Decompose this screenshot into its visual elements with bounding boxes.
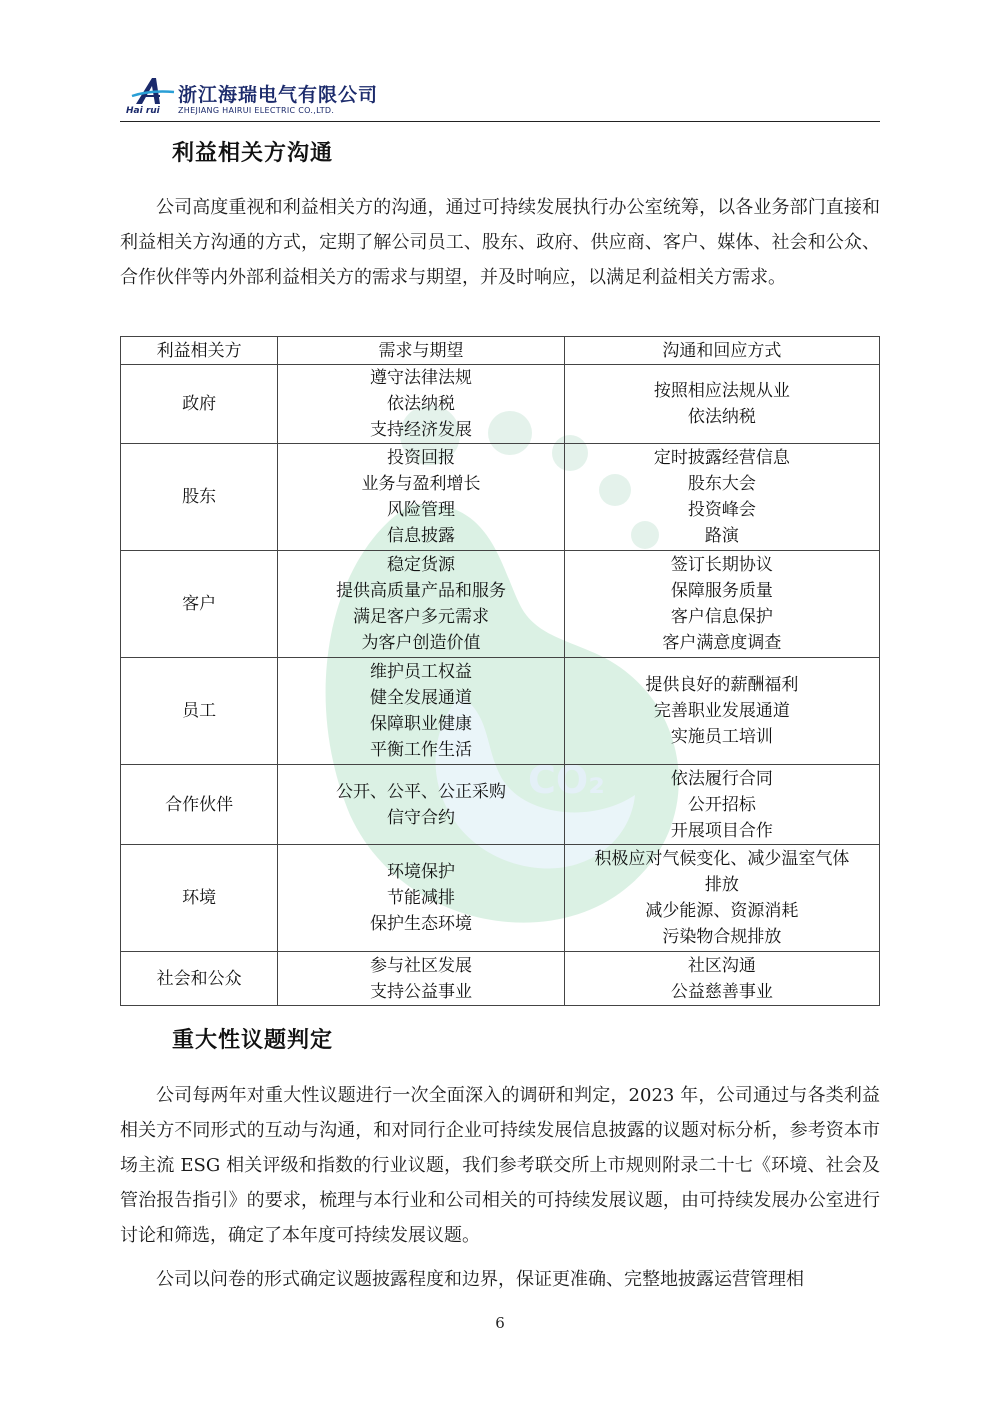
response-item: 客户信息保护 — [670, 607, 773, 627]
need-item: 投资回报 — [387, 448, 456, 468]
company-name-en: ZHEJIANG HAIRUI ELECTRIC CO.,LTD. — [178, 106, 335, 115]
need-item: 遵守法律法规 — [370, 368, 473, 388]
response-item: 减少能源、资源消耗 — [645, 901, 799, 921]
need-item: 风险管理 — [387, 500, 456, 520]
table-row — [121, 845, 880, 952]
need-item: 满足客户多元需求 — [353, 607, 490, 627]
response-item: 污染物合规排放 — [662, 927, 782, 947]
column-header-needs: 需求与期望 — [278, 337, 564, 365]
column-header-stakeholder: 利益相关方 — [121, 337, 278, 365]
needs-cell — [278, 444, 564, 551]
need-item: 为客户创造价值 — [361, 633, 481, 653]
stakeholder-table — [120, 336, 880, 1006]
response-item: 依法履行合同 — [670, 768, 773, 789]
needs-cell — [278, 658, 564, 765]
table-row — [121, 658, 880, 765]
need-item: 节能减排 — [387, 888, 456, 908]
need-item: 业务与盈利增长 — [361, 474, 481, 494]
stakeholder-cell: 政府 — [121, 365, 278, 444]
table-row — [121, 952, 880, 1006]
response-item: 投资峰会 — [687, 500, 756, 520]
need-item: 信守合约 — [387, 807, 456, 828]
response-item: 股东大会 — [687, 474, 756, 494]
page-header — [120, 72, 880, 122]
stakeholder-intro-paragraph: 公司高度重视和利益相关方的沟通，通过可持续发展执行办公室统筹，以各业务部门直接和利益相关方沟通的方式，定期了解公司员工、股东、政府、供应商、客户、媒体、社会和公众、合作伙伴等内外部利益相关方的需求与期望，并及时响应，以满足利益相关方需求。 — [120, 197, 880, 288]
table-header-row — [121, 337, 880, 365]
needs-cell — [278, 952, 564, 1006]
need-item: 信息披露 — [387, 526, 456, 546]
need-item: 保护生态环境 — [370, 914, 473, 934]
table-row — [121, 444, 880, 551]
response-item: 公益慈善事业 — [670, 981, 773, 1002]
responses-cell — [564, 551, 879, 658]
need-item: 稳定货源 — [387, 555, 456, 575]
responses-cell — [564, 952, 879, 1006]
response-item: 保障服务质量 — [670, 581, 773, 601]
response-item: 按照相应法规从业 — [653, 381, 790, 401]
needs-cell — [278, 365, 564, 444]
table-row — [121, 551, 880, 658]
responses-cell — [564, 845, 879, 952]
column-header-responses: 沟通和回应方式 — [564, 337, 879, 365]
need-item: 平衡工作生活 — [370, 740, 473, 760]
stakeholder-cell: 股东 — [121, 444, 278, 551]
needs-cell — [278, 845, 564, 952]
needs-cell — [278, 765, 564, 845]
need-item: 维护员工权益 — [370, 662, 473, 682]
response-item: 积极应对气候变化、减少温室气体 — [594, 849, 850, 869]
responses-cell — [564, 765, 879, 845]
need-item: 参与社区发展 — [370, 955, 473, 976]
responses-cell — [564, 658, 879, 765]
response-item: 完善职业发展通道 — [653, 701, 790, 721]
need-item: 环境保护 — [387, 862, 456, 882]
need-item: 支持经济发展 — [370, 420, 473, 440]
materiality-paragraph: 公司每两年对重大性议题进行一次全面深入的调研和判定，2023 年，公司通过与各类利益相关方不同形式的互动与沟通，和对同行企业可持续发展信息披露的议题对标分析，参考资本市场主流 ESG 相关评级和指数的行业议题，我们参考联交所上市规则附录二十七《环境、社会及管治报告指引》的要求，梳理与本行业和公司相关的可持续发展议题，由可持续发展办公室进行讨论和筛选，确定了本年度可持续发展议题。 — [120, 1085, 880, 1246]
table-row — [121, 765, 880, 845]
responses-cell — [564, 444, 879, 551]
response-item: 依法纳税 — [687, 407, 756, 427]
need-item: 健全发展通道 — [370, 688, 473, 708]
materiality-paragraph-continued: 公司以问卷的形式确定议题披露程度和边界，保证更准确、完整地披露运营管理相 — [156, 1269, 804, 1290]
table-row — [121, 365, 880, 444]
response-item: 公开招标 — [687, 794, 756, 815]
section-title-materiality: 重大性议题判定 — [172, 1028, 334, 1053]
response-item: 提供良好的薪酬福利 — [645, 675, 799, 695]
stakeholder-cell: 环境 — [121, 845, 278, 952]
need-item: 提供高质量产品和服务 — [336, 581, 507, 601]
stakeholder-cell: 合作伙伴 — [121, 765, 278, 845]
stakeholder-cell: 员工 — [121, 658, 278, 765]
page-number: 6 — [495, 1314, 505, 1332]
response-item: 开展项目合作 — [670, 820, 773, 841]
response-item: 实施员工培训 — [670, 727, 773, 747]
need-item: 保障职业健康 — [370, 714, 473, 734]
company-name: 浙江海瑞电气有限公司 — [178, 84, 379, 106]
section-title-stakeholder-communication: 利益相关方沟通 — [172, 141, 334, 166]
responses-cell — [564, 365, 879, 444]
response-item: 排放 — [704, 875, 739, 895]
needs-cell — [278, 551, 564, 658]
logo-word: Hai rui — [126, 106, 160, 116]
need-item: 依法纳税 — [387, 394, 456, 414]
response-item: 客户满意度调查 — [662, 633, 782, 653]
response-item: 社区沟通 — [687, 955, 756, 976]
stakeholder-cell: 客户 — [121, 551, 278, 658]
watermark-text: CO₂ — [528, 758, 605, 802]
need-item: 公开、公平、公正采购 — [336, 781, 507, 802]
need-item: 支持公益事业 — [370, 981, 473, 1002]
response-item: 路演 — [704, 526, 739, 546]
response-item: 签订长期协议 — [670, 555, 773, 575]
response-item: 定时披露经营信息 — [653, 448, 790, 468]
stakeholder-cell: 社会和公众 — [121, 952, 278, 1006]
header-divider — [120, 121, 880, 122]
